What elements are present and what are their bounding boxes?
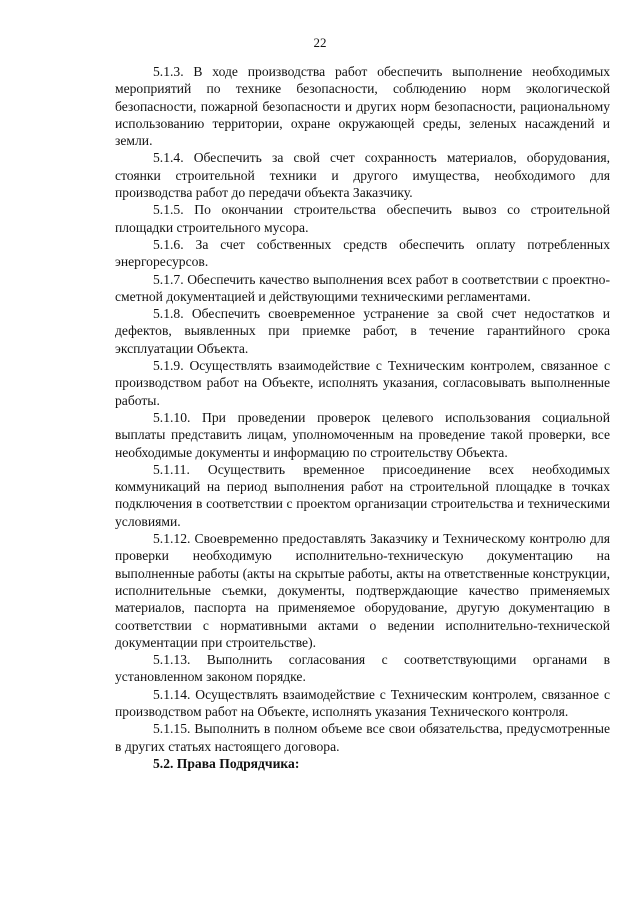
clause-5-1-4: 5.1.4. Обеспечить за свой счет сохранность материалов, оборудования, стоянки строительной техники и другого имущества, необходимого для производства работ до передачи объекта Заказчику. [115,150,610,201]
clause-5-1-7: 5.1.7. Обеспечить качество выполнения всех работ в соответствии с проектно-сметной документацией и действующими техническими регламентами. [115,271,610,304]
clause-5-1-3: 5.1.3. В ходе производства работ обеспечить выполнение необходимых мероприятий по технике безопасности, соблюдению норм экологической безопасности, пожарной безопасности и других норм безопасности, рациональному использованию территории, охране окружающей среды, зеленых насаждений и земли. [115,64,610,149]
document-body [115,63,610,772]
clause-5-1-13: 5.1.13. Выполнить согласования с соответствующими органами в установленном законом порядке. [115,652,610,685]
clause-5-1-6: 5.1.6. За счет собственных средств обеспечить оплату потребленных энергоресурсов. [115,236,610,270]
clause-5-1-14: 5.1.14. Осуществлять взаимодействие с Техническим контролем, связанное с производством работ на Объекте, исполнять указания Технического контроля. [115,686,610,719]
clause-5-1-8: 5.1.8. Обеспечить своевременное устранение за свой счет недостатков и дефектов, выявленных при приемке работ, в течение гарантийного срока эксплуатации Объекта. [115,306,610,356]
clause-5-1-9: 5.1.9. Осуществлять взаимодействие с Техническим контролем, связанное с производством работ на Объекте, исполнять указания, согласовывать выполненные работы. [115,358,610,408]
page-number: 22 [313,35,327,50]
section-heading-5-2: 5.2. Права Подрядчика: [153,755,300,771]
clause-5-1-11: 5.1.11. Осуществить временное присоединение всех необходимых коммуникаций на период выполнения работ на строительной площадке в точках подключения в соответствии с проектом организации строительства и техническими условиями. [115,461,610,529]
clause-5-1-5: 5.1.5. По окончании строительства обеспечить вывоз со строительной площадки строительного мусора. [115,202,610,235]
clause-5-1-10: 5.1.10. При проведении проверок целевого использования социальной выплаты представить лицам, уполномоченным на проведение такой проверки, все необходимые документы и информацию по строительству Объекта. [115,409,610,460]
clause-5-1-12: 5.1.12. Своевременно предоставлять Заказчику и Техническому контролю для проверки необходимую исполнительно-техническую документацию на выполненные работы (акты на скрытые работы, акты на ответственные конструкции, исполнительные съемки, документы, подтверждающие качество применяемых материалов, паспорта на применяемое оборудование, другую документацию в соответствии с нормативными актами о ведении исполнительно-технической документации при строительстве). [115,531,610,650]
clause-5-1-15: 5.1.15. Выполнить в полном объеме все свои обязательства, предусмотренные в других статьях настоящего договора. [115,721,610,754]
